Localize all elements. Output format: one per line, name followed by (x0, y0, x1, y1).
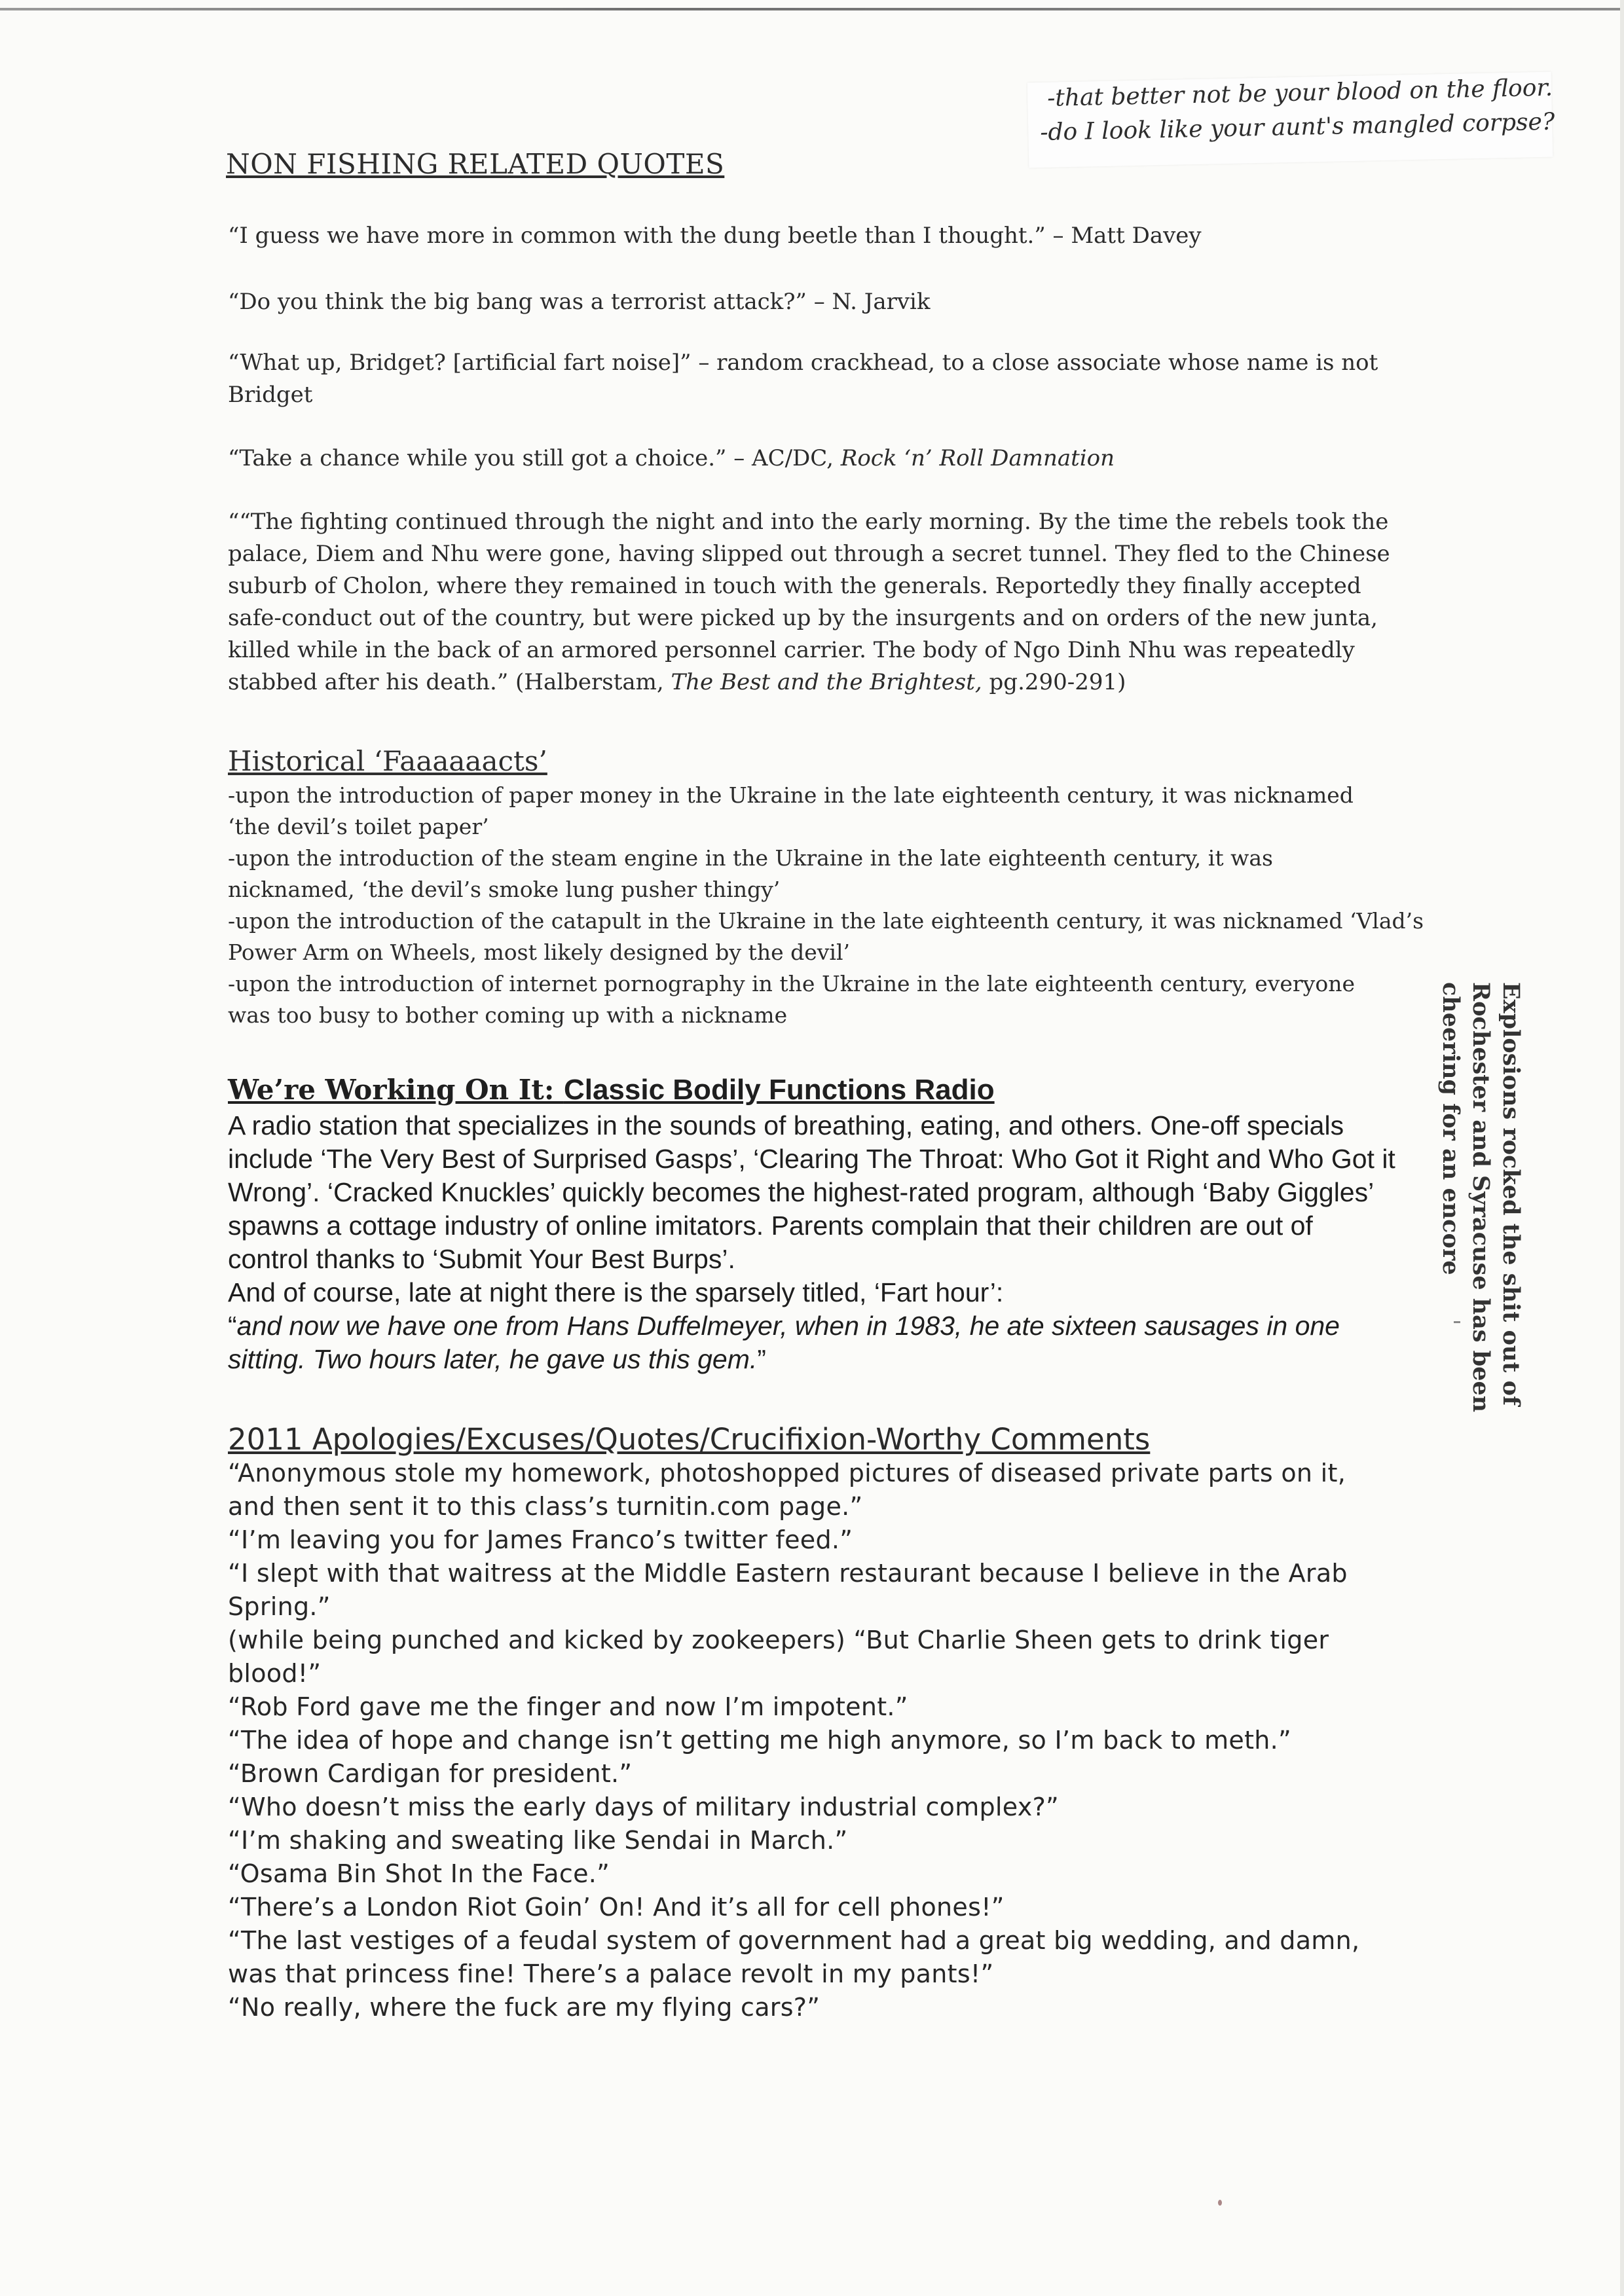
margin-note-text: Explosions rocked the shit out of Rochester and Syracuse has been cheering for an encore (1437, 982, 1524, 1413)
facts-section (228, 745, 1424, 1031)
fact-item: -upon the introduction of internet pornography in the Ukraine in the late eighteenth century, everyone was too busy to bother coming up with a nickname (228, 971, 1355, 1028)
acdc-song-title: Rock ‘n’ Roll Damnation (840, 445, 1115, 471)
radio-section (228, 1074, 1400, 1376)
side-note-strip (1027, 72, 1553, 168)
fact-item: -upon the introduction of paper money in the Ukraine in the late eighteenth century, it was nicknamed ‘the devil’s toilet paper’ (228, 782, 1354, 839)
acdc-quote (228, 443, 1407, 475)
halberstam-text: ““The fighting continued through the night and into the early morning. By the time the rebels took the palace, Diem and Nhu were gone, having slipped out through a secret tunnel. They fled to the Chinese suburb of Cholon, where they remained in touch with the generals. Reportedly they finally accepted safe-conduct out of the country, but were picked up by the insurgents and on orders of the new junta, killed while in the back of an armored personnel carrier. The body of Ngo Dinh Nhu was repeatedly stabbed after his death.” (Halberstam, (228, 509, 1390, 695)
scan-speck (1218, 2200, 1222, 2206)
apology-item: “Anonymous stole my homework, photoshopped pictures of diseased private parts on it, and then sent it to this class’s turnitin.com page.” (228, 1459, 1346, 1521)
page-edge (1620, 0, 1624, 2296)
fact-item: -upon the introduction of the steam engine in the Ukraine in the late eighteenth century, it was nicknamed, ‘the devil’s smoke lung pusher thingy’ (228, 845, 1273, 902)
scan-edge-line (0, 8, 1624, 10)
side-note-line-1: -that better not be your blood on the floor. (1046, 74, 1553, 112)
halberstam-pages: pg.290-291) (982, 669, 1126, 695)
radio-quote (228, 1309, 1400, 1376)
radio-quote-close: ” (757, 1344, 766, 1374)
page-title: NON FISHING RELATED QUOTES (226, 148, 725, 180)
halberstam-quote (228, 506, 1407, 699)
apology-item: “Who doesn’t miss the early days of military industrial complex?” (228, 1793, 1060, 1821)
apology-item: “The idea of hope and change isn’t getting me high anymore, so I’m back to meth.” (228, 1726, 1292, 1755)
quote-item: “Do you think the big bang was a terrorist attack?” – N. Jarvik (228, 289, 931, 315)
apologies-heading: 2011 Apologies/Excuses/Quotes/Crucifixion-Worthy Comments (228, 1422, 1151, 1457)
apologies-section (228, 1422, 1400, 2024)
apology-item: “I slept with that waitress at the Middle Eastern restaurant because I believe in the Arab Spring.” (228, 1559, 1348, 1621)
quote-item: “What up, Bridget? [artificial fart noise]” – random crackhead, to a close associate whose name is not Bridget (228, 350, 1378, 408)
radio-quote-open: “ (228, 1311, 237, 1341)
apology-item: “Osama Bin Shot In the Face.” (228, 1859, 610, 1888)
apology-item: “Brown Cardigan for president.” (228, 1759, 633, 1788)
acdc-quote-text: “Take a chance while you still got a choice.” – AC/DC, (228, 445, 841, 471)
side-note-line-2: -do I look like your aunt's mangled corpse? (1039, 108, 1555, 146)
radio-quote-text: and now we have one from Hans Duffelmeyer, when in 1983, he ate sixteen sausages in one sitting. Two hours later, he gave us this gem. (228, 1311, 1340, 1374)
fact-item: -upon the introduction of the catapult in the Ukraine in the late eighteenth century, it was nicknamed ‘Vlad’s Power Arm on Wheels, most likely designed by the devil’ (228, 908, 1424, 965)
radio-heading-title: Classic Bodily Functions Radio (563, 1074, 995, 1106)
quote-item: “I guess we have more in common with the dung beetle than I thought.” – Matt Davey (228, 223, 1202, 249)
facts-heading: Historical ‘Faaaaaacts’ (228, 745, 547, 777)
apology-item: “No really, where the fuck are my flying cars?” (228, 1993, 821, 2022)
apology-item: (while being punched and kicked by zookeepers) “But Charlie Sheen gets to drink tiger blood!” (228, 1626, 1329, 1688)
apology-item: “Rob Ford gave me the finger and now I’m impotent.” (228, 1692, 908, 1721)
margin-dash (1454, 1321, 1460, 1323)
radio-body: A radio station that specializes in the sounds of breathing, eating, and others. One-off specials include ‘The Very Best of Surprised Gasps’, ‘Clearing The Throat: Who Got it Right and Who Got it Wrong’. ‘Cracked Knuckles’ quickly becomes the highest-rated program, although ‘Baby Giggles’ spawns a cottage industry of online imitators. Parents complain that their children are out of control thanks to ‘Submit Your Best Burps’. (228, 1110, 1395, 1274)
radio-heading-prefix: We’re Working On It: (228, 1074, 564, 1106)
halberstam-book: The Best and the Brightest, (671, 669, 982, 695)
apology-item: “The last vestiges of a feudal system of government had a great big wedding, and damn, was that princess fine! There’s a palace revolt in my pants!” (228, 1926, 1360, 1988)
radio-heading (228, 1074, 1400, 1106)
apology-item: “I’m leaving you for James Franco’s twitter feed.” (228, 1525, 853, 1554)
radio-fart-line: And of course, late at night there is the sparsely titled, ‘Fart hour’: (228, 1277, 1004, 1307)
apology-item: “I’m shaking and sweating like Sendai in March.” (228, 1826, 848, 1855)
margin-note (1437, 982, 1524, 1532)
apology-item: “There’s a London Riot Goin’ On! And it’s all for cell phones!” (228, 1893, 1005, 1922)
